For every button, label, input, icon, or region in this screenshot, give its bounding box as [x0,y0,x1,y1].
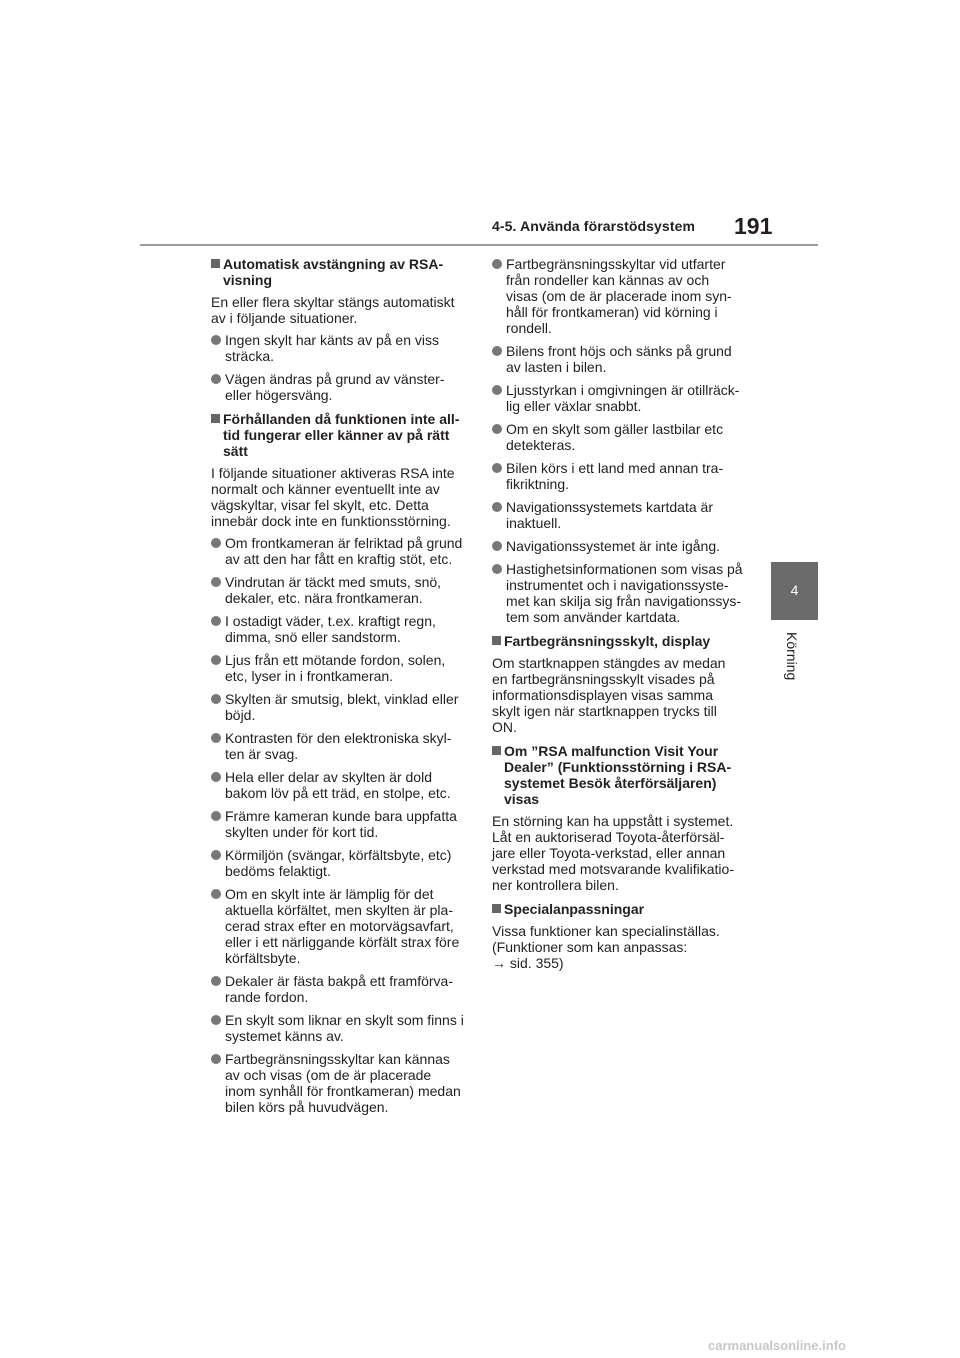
chapter-label [784,632,804,692]
section-title: 4-5. Använda förarstödsystem [492,218,696,234]
section-heading: Om ”RSA malfunction Visit Your Dealer” (Funktionsstörning i RSA- systemet Besök återförsäljaren) visas [492,743,762,807]
circle-bullet-icon [492,564,502,574]
list-item: Hastighetsinformationen som visas på instrumentet och i navigationssyste- met kan skilja sig från navigationssys- tem som använder kartdata. [492,561,762,625]
list-item: Körmiljön (svängar, körfältsbyte, etc) bedöms felaktigt. [211,847,481,879]
watermark: carmanualsonline.info [708,1338,846,1353]
circle-bullet-icon [492,385,502,395]
circle-bullet-icon [211,772,221,782]
circle-bullet-icon [492,463,502,473]
right-column [492,256,762,977]
list-item: Fartbegränsningsskyltar kan kännas av och visas (om de är placerade inom synhåll för frontkameran) medan bilen körs på huvudvägen. [211,1051,481,1115]
chapter-label-text: Körning [784,632,800,681]
circle-bullet-icon [211,335,221,345]
circle-bullet-icon [211,616,221,626]
page-number: 191 [734,213,773,239]
circle-bullet-icon [211,733,221,743]
square-bullet-icon [211,414,220,423]
list-item: Bilen körs i ett land med annan tra- fikriktning. [492,460,762,492]
list-item: Främre kameran kunde bara uppfatta skylten under för kort tid. [211,808,481,840]
paragraph: Om startknappen stängdes av medan en fartbegränsningsskylt visades på informationsdisplayen visas samma skylt igen när startknappen trycks till ON. [492,655,726,735]
paragraph [492,923,762,971]
section-heading: Fartbegränsningsskylt, display [492,633,762,649]
circle-bullet-icon [492,424,502,434]
list-item: Ingen skylt har känts av på en viss sträcka. [211,332,481,364]
circle-bullet-icon [492,502,502,512]
chapter-number: 4 [790,582,799,598]
list-item: Om en skylt inte är lämplig för det aktuella körfältet, men skylten är pla- cerad strax efter en motorvägsavfart, eller i ett närliggande körfält strax före körfältsbyte. [211,886,481,966]
paragraph: En eller flera skyltar stängs automatiskt av i följande situationer. [211,294,455,326]
circle-bullet-icon [211,655,221,665]
section-heading: Specialanpassningar [492,901,762,917]
section-heading: Förhållanden då funktionen inte all- tid fungerar eller känner av på rätt sätt [211,411,481,459]
chapter-tab [771,562,818,620]
page-reference-link[interactable]: → sid. 355) [492,955,564,971]
list-item: Vägen ändras på grund av vänster- eller högersväng. [211,371,481,403]
list-item: Om frontkameran är felriktad på grund av att den har fått en kraftig stöt, etc. [211,535,481,567]
list-item: Ljus från ett mötande fordon, solen, etc, lyser in i frontkameran. [211,652,481,684]
list-item: Hela eller delar av skylten är dold bakom löv på ett träd, en stolpe, etc. [211,769,481,801]
list-item: Om en skylt som gäller lastbilar etc detekteras. [492,421,762,453]
square-bullet-icon [492,636,501,645]
list-item: Bilens front höjs och sänks på grund av lasten i bilen. [492,343,762,375]
circle-bullet-icon [492,259,502,269]
circle-bullet-icon [211,1054,221,1064]
square-bullet-icon [492,904,501,913]
circle-bullet-icon [211,976,221,986]
list-item: Ljusstyrkan i omgivningen är otillräck- lig eller växlar snabbt. [492,382,762,414]
list-item: En skylt som liknar en skylt som finns i systemet känns av. [211,1012,481,1044]
section-heading: Automatisk avstängning av RSA- visning [211,256,481,288]
square-bullet-icon [492,746,501,755]
circle-bullet-icon [211,889,221,899]
circle-bullet-icon [211,374,221,384]
list-item: Dekaler är fästa bakpå ett framförva- rande fordon. [211,973,481,1005]
paragraph: I följande situationer aktiveras RSA inte normalt och känner eventuellt inte av vägskyltar, visar fel skylt, etc. Detta innebär dock inte en funktionsstörning. [211,465,455,529]
header-divider [140,244,818,246]
list-item: Skylten är smutsig, blekt, vinklad eller böjd. [211,691,481,723]
circle-bullet-icon [211,850,221,860]
list-item: Navigationssystemet är inte igång. [492,538,762,554]
left-column [211,256,481,1122]
circle-bullet-icon [211,538,221,548]
list-item: Kontrasten för den elektroniska skyl- ten är svag. [211,730,481,762]
list-item: Fartbegränsningsskyltar vid utfarter från rondeller kan kännas av och visas (om de är placerade inom syn- håll för frontkameran) vid körning i rondell. [492,256,762,336]
list-item: I ostadigt väder, t.ex. kraftigt regn, dimma, snö eller sandstorm. [211,613,481,645]
paragraph: En störning kan ha uppstått i systemet. Låt en auktoriserad Toyota-återförsäl- jare eller Toyota-verkstad, eller annan verkstad med motsvarande kvalifikatio- ner kontrollera bilen. [492,813,734,893]
list-item: Vindrutan är täckt med smuts, snö, dekaler, etc. nära frontkameran. [211,574,481,606]
circle-bullet-icon [211,811,221,821]
list-item: Navigationssystemets kartdata är inaktuell. [492,499,762,531]
circle-bullet-icon [492,346,502,356]
circle-bullet-icon [211,1015,221,1025]
circle-bullet-icon [492,541,502,551]
paragraph-text: Vissa funktioner kan specialinställas. (Funktioner som kan anpassas: [492,923,720,955]
circle-bullet-icon [211,694,221,704]
circle-bullet-icon [211,577,221,587]
square-bullet-icon [211,259,220,268]
